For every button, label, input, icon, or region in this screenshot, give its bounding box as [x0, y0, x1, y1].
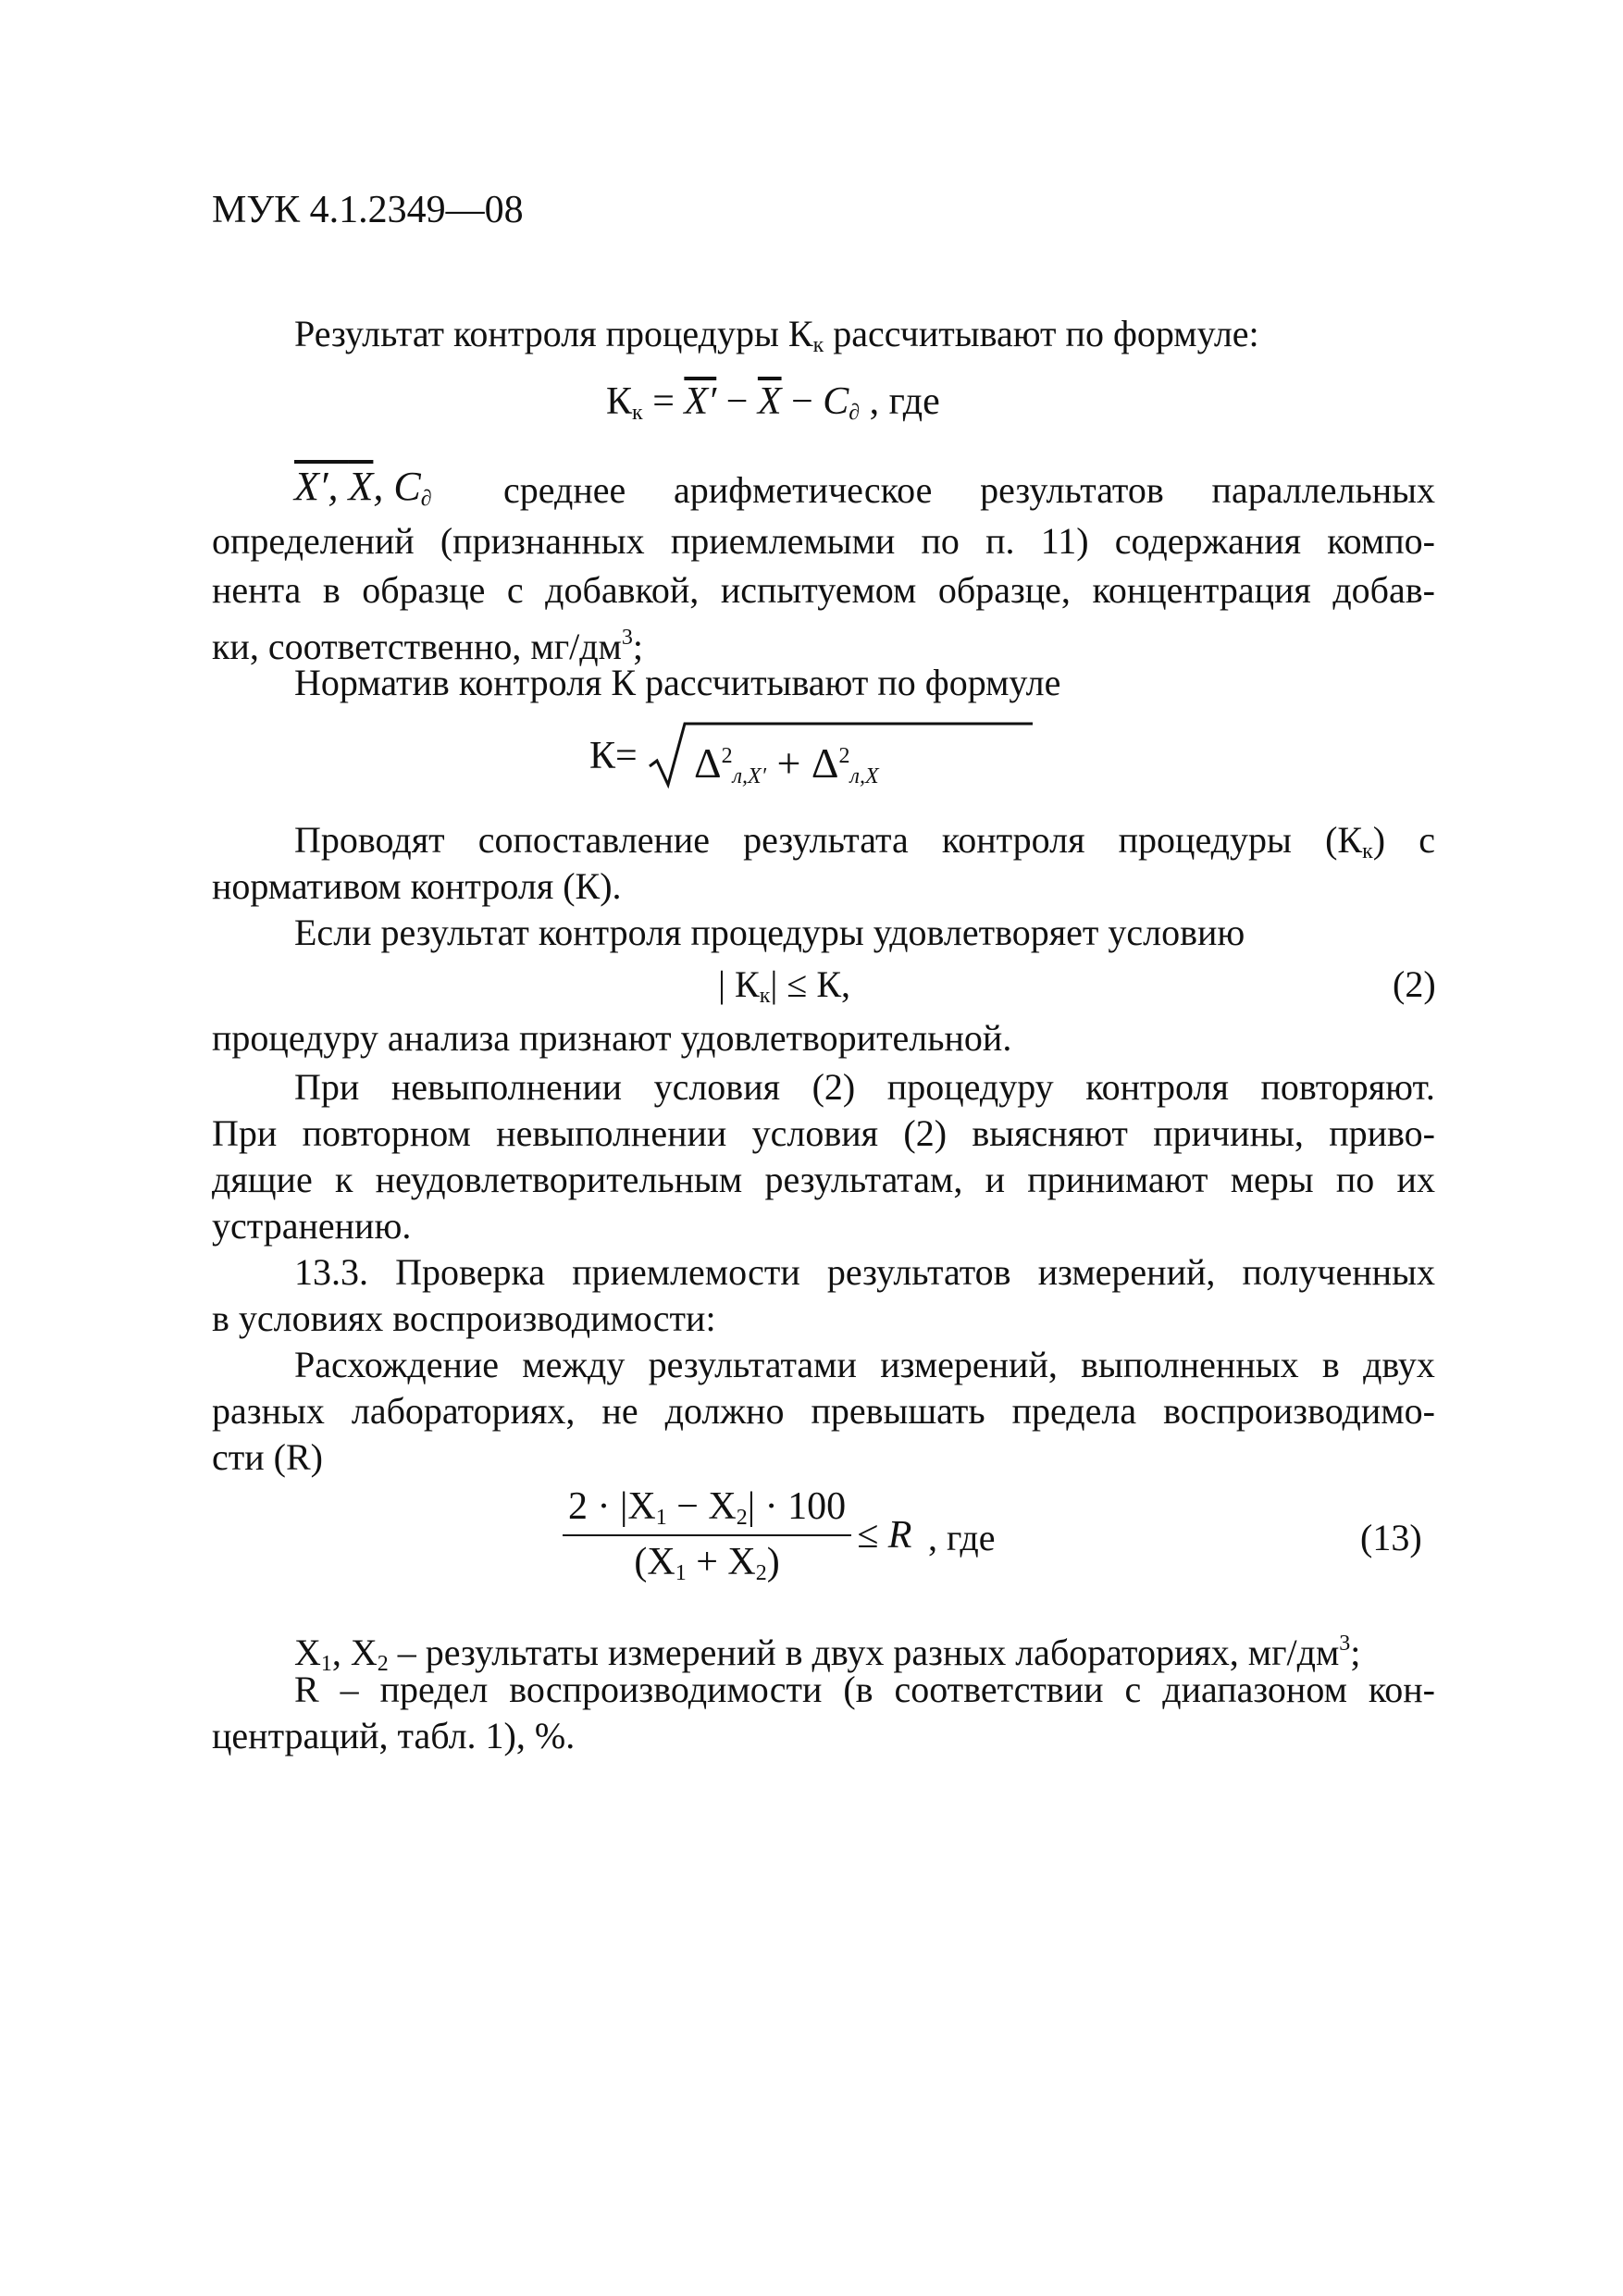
condition-open: | К: [718, 963, 760, 1005]
word: результатами: [648, 1344, 857, 1385]
delta-1-power: 2: [721, 744, 733, 768]
paragraph-result-formula-intro: [294, 312, 1259, 367]
word: приво-: [1329, 1112, 1435, 1154]
word: измерений,: [1037, 1251, 1216, 1293]
x1-sub: 1: [320, 1652, 332, 1676]
kk-open: (К: [1325, 819, 1363, 861]
repeat-line-3: [212, 1158, 1435, 1202]
formula-reproducibility-number: (13): [1360, 1517, 1422, 1558]
word: воспроизводимости: [509, 1669, 823, 1710]
word: нента: [212, 569, 302, 611]
word: испытуемом: [720, 569, 917, 611]
word: образце,: [937, 569, 1071, 611]
word: приемлемости: [572, 1251, 800, 1293]
formula-kk: [606, 379, 940, 435]
formula-reproducibility: [563, 1484, 911, 1586]
word: Проверка: [395, 1251, 546, 1293]
formula-kk-minus: −: [716, 380, 758, 423]
def-symbol-x: $\overline{X}$: [348, 464, 374, 509]
intro-end: рассчитывают по формуле:: [824, 313, 1259, 354]
document-code: МУК 4.1.2349—08: [212, 189, 524, 231]
word: условия: [751, 1112, 879, 1154]
word: невыполнении: [496, 1112, 727, 1154]
den-sub-2: 2: [755, 1561, 767, 1585]
word: результатам,: [764, 1159, 963, 1200]
word: полученных: [1242, 1251, 1435, 1293]
word: с: [506, 569, 524, 611]
x2: , X: [331, 1632, 378, 1673]
word: 13.3.: [294, 1251, 368, 1293]
definitions-symbols: [294, 465, 432, 521]
discrepancy-line-3: сти (R): [212, 1436, 323, 1478]
word: добавкой,: [545, 569, 700, 611]
formula-kk-x: $\overline{X}$: [757, 380, 782, 423]
word: определений: [212, 520, 415, 562]
section-13-3-line-2: в условиях воспроизводимости:: [212, 1297, 716, 1339]
word: контроля: [941, 819, 1085, 861]
r-definition-line-2: центраций, табл. 1), %.: [212, 1715, 576, 1756]
fraction-numerator: [563, 1484, 851, 1536]
word: выясняют: [972, 1112, 1128, 1154]
word: концентрация: [1092, 569, 1311, 611]
condition-close: | ≤ К,: [770, 963, 850, 1005]
formula-kk-lhs: К: [606, 380, 633, 423]
intro-subscript: к: [812, 333, 824, 357]
num-post: | · 100: [747, 1485, 847, 1528]
kk-close: ): [1372, 819, 1386, 861]
den-sub-1: 1: [675, 1561, 687, 1585]
word: образце: [362, 569, 486, 611]
formula-kk-eq: =: [642, 380, 685, 423]
word: При: [212, 1112, 278, 1154]
word: принимают: [1027, 1159, 1208, 1200]
word: превышать: [811, 1390, 985, 1432]
word: и: [985, 1159, 1005, 1200]
definitions-line-1: [503, 468, 1435, 513]
word: –: [340, 1669, 359, 1710]
word: двух: [1363, 1344, 1435, 1385]
word: условия: [653, 1066, 780, 1108]
word: невыполнении: [390, 1066, 623, 1108]
word: разных: [212, 1390, 325, 1432]
num-sub-2: 2: [736, 1506, 748, 1530]
word: п.: [985, 520, 1015, 562]
def-symbol-c: , C: [373, 464, 421, 509]
word: с: [1419, 819, 1435, 861]
word: результатов: [826, 1251, 1011, 1293]
formula-kk-c: C: [823, 380, 849, 423]
word: повторном: [302, 1112, 471, 1154]
word: выполненных: [1081, 1344, 1299, 1385]
x2-sub: 2: [377, 1652, 389, 1676]
num-mid: − X: [666, 1485, 737, 1528]
word: результатов: [980, 469, 1164, 511]
word: среднее: [503, 469, 626, 511]
repeat-line-1: [294, 1065, 1435, 1110]
formula-kk-minus2: −: [781, 380, 824, 423]
word: (признанных: [440, 520, 645, 562]
word: приемлемыми: [670, 520, 896, 562]
intro-text: Результат контроля процедуры К: [294, 313, 813, 354]
formula-kk-where: , где: [860, 380, 940, 423]
word: не: [601, 1390, 638, 1432]
def-symbol-c-sub: ∂: [420, 487, 432, 511]
condition-intro: Если результат контроля процедуры удовлетворяет условию: [294, 912, 1245, 953]
word: воспроизводимо-: [1163, 1390, 1435, 1432]
formula-norm-plus: +: [765, 739, 812, 787]
formula-norm-radicand: [694, 734, 879, 799]
word: (в: [843, 1669, 873, 1710]
word: Проводят: [294, 819, 445, 861]
word: в: [322, 569, 341, 611]
word: по: [921, 520, 960, 562]
word: измерений,: [880, 1344, 1058, 1385]
comparison-line-2: нормативом контроля (К).: [212, 865, 622, 907]
paragraph-norm-intro: Норматив контроля К рассчитывают по формуле: [294, 662, 1061, 703]
formula-kk-x-prime: X′: [684, 380, 717, 423]
word: (2): [903, 1112, 948, 1154]
word: лабораториях,: [351, 1390, 576, 1432]
x-definition-text: – результаты измерений в двух разных лабораториях, мг/дм: [388, 1632, 1340, 1673]
word: Расхождение: [294, 1344, 500, 1385]
word: причины,: [1153, 1112, 1304, 1154]
formula-kk-c-sub: ∂: [849, 401, 861, 425]
delta-2-sub: л,X: [849, 764, 879, 788]
word: дящие: [212, 1159, 313, 1200]
word: к: [334, 1159, 353, 1200]
x-definition-sup: 3: [1339, 1632, 1351, 1656]
word: повторяют.: [1260, 1066, 1435, 1108]
word: процедуру: [886, 1066, 1054, 1108]
word: процедуры: [1118, 819, 1292, 861]
word: арифметическое: [674, 469, 933, 511]
formula-norm: [589, 734, 638, 778]
word: неудовлетворительным: [375, 1159, 743, 1200]
den-pre: (X: [634, 1541, 675, 1583]
condition-sub: к: [759, 984, 771, 1008]
formula-condition-number: (2): [1393, 963, 1436, 1005]
formula-kk-lhs-sub: к: [632, 401, 643, 425]
definitions-line-4-end: ;: [632, 626, 643, 667]
num-sub-1: 1: [655, 1506, 667, 1530]
word: соответствии: [894, 1669, 1104, 1710]
satisfactory-line: процедуру анализа признают удовлетворительной.: [212, 1017, 1012, 1059]
word: (2): [812, 1066, 856, 1108]
word: должно: [664, 1390, 785, 1432]
section-13-3-line-1: [294, 1250, 1435, 1295]
den-post: ): [766, 1541, 780, 1583]
definitions-line-2: [212, 519, 1435, 564]
word: кон-: [1368, 1669, 1435, 1710]
word-kk: [1325, 818, 1385, 874]
delta-1: Δ: [694, 739, 722, 787]
formula-norm-lhs: К=: [589, 735, 638, 777]
word: 11): [1040, 520, 1089, 562]
r-definition-line-1: [294, 1668, 1435, 1712]
formula-condition: [718, 962, 850, 1018]
x-definition-end: ;: [1350, 1632, 1361, 1673]
repeat-line-2: [212, 1111, 1435, 1156]
word: содержания: [1114, 520, 1302, 562]
discrepancy-line-2: [212, 1389, 1435, 1433]
word: их: [1396, 1159, 1435, 1200]
word: в: [1321, 1344, 1340, 1385]
word: с: [1124, 1669, 1142, 1710]
word: параллельных: [1211, 469, 1435, 511]
word: добав-: [1332, 569, 1435, 611]
word: предела: [1011, 1390, 1137, 1432]
delta-2: Δ: [811, 739, 839, 787]
delta-2-power: 2: [838, 744, 850, 768]
word: меры: [1230, 1159, 1314, 1200]
word: контроля: [1085, 1066, 1229, 1108]
delta-1-sub: л,X′: [732, 764, 766, 788]
definitions-line-4-text: ки, соответственно, мг/дм: [212, 626, 622, 667]
repeat-line-4: устранению.: [212, 1205, 412, 1247]
word: При: [294, 1066, 360, 1108]
def-symbol-x-prime: X′,: [294, 464, 349, 509]
word: между: [522, 1344, 626, 1385]
num-pre: 2 · |X: [568, 1485, 656, 1528]
formula-fraction: [563, 1484, 851, 1586]
definitions-line-4-sup: 3: [621, 626, 633, 650]
formula-reproducibility-where: , где: [928, 1517, 996, 1558]
fraction-denominator: [634, 1536, 779, 1586]
formula-relation: ≤ R: [857, 1514, 912, 1557]
word: диапазоном: [1162, 1669, 1347, 1710]
word: по: [1335, 1159, 1375, 1200]
word: R: [294, 1669, 319, 1710]
discrepancy-line-1: [294, 1343, 1435, 1387]
word: компо-: [1327, 520, 1435, 562]
kk-sub: к: [1362, 839, 1373, 863]
definitions-line-3: [212, 568, 1435, 613]
word: результата: [743, 819, 909, 861]
word: предел: [379, 1669, 489, 1710]
x1: X: [294, 1632, 321, 1673]
den-mid: + X: [686, 1541, 756, 1583]
word: сопоставление: [477, 819, 711, 861]
